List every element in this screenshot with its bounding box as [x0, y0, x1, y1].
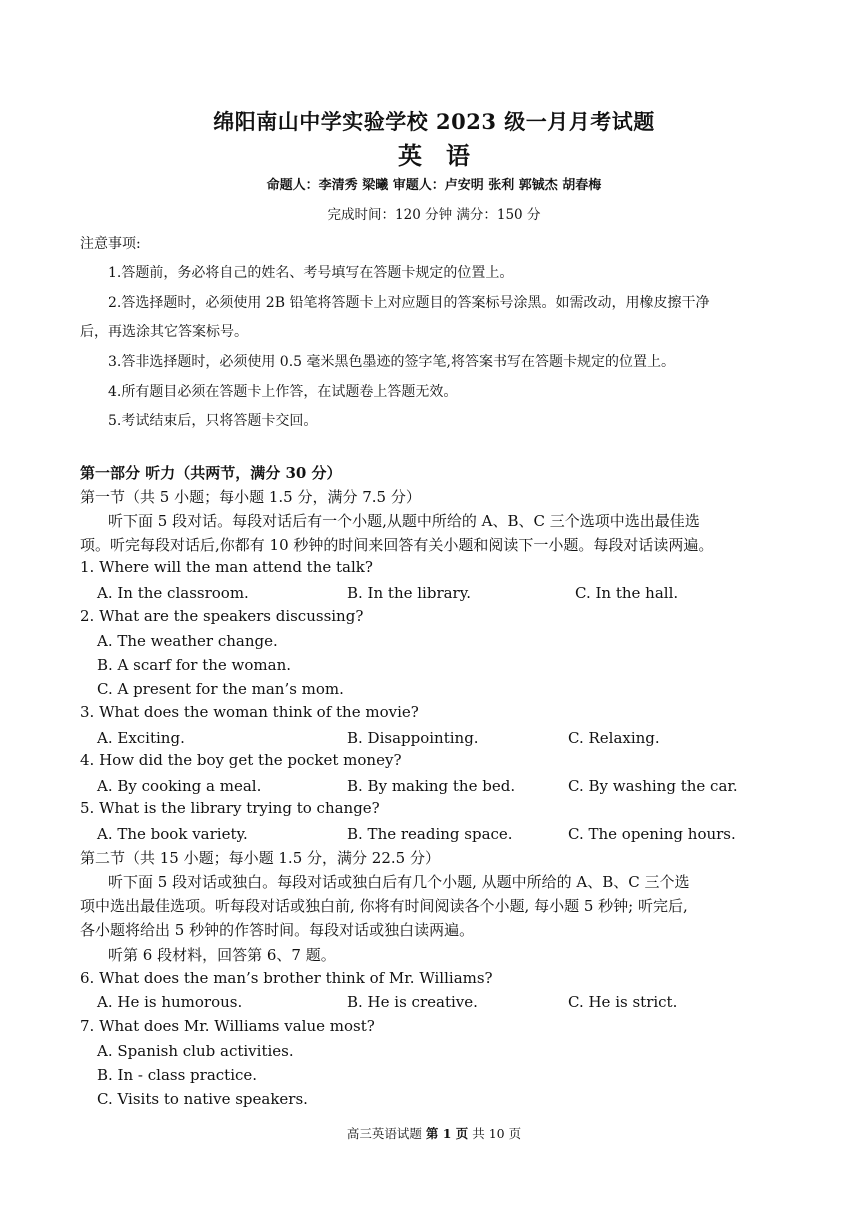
section1-instruction-2: 项。听完每段对话后,你都有 10 秒钟的时间来回答有关小题和阅读下一小题。每段对话读两遍。: [80, 536, 714, 554]
notice-item-2: 2.答选择题时，必须使用 2B 铅笔将答题卡上对应题目的答案标号涂黑。如需改动，用橡皮擦干净: [108, 295, 710, 311]
q5-option-c: C. The opening hours.: [568, 825, 736, 843]
question-3: 3. What does the woman think of the movie?: [80, 703, 419, 721]
notice-item-4: 4.所有题目必须在答题卡上作答，在试题卷上答题无效。: [108, 384, 458, 400]
subject-title: 英 语: [398, 141, 470, 170]
q2-option-c: C. A present for the man’s mom.: [97, 680, 344, 698]
notice-heading: 注意事项:: [80, 236, 141, 252]
notice-item-3: 3.答非选择题时，必须使用 0.5 毫米黑色墨迹的签字笔,将答案书写在答题卡规定的位置上。: [108, 354, 675, 370]
authors-line: 命题人：李清秀 梁曦 审题人：卢安明 张利 郭铖杰 胡春梅: [266, 178, 602, 193]
exam-title: 绵阳南山中学实验学校 2023 级一月月考试题: [213, 109, 655, 134]
notice-item-2-cont: 后，再选涂其它答案标号。: [80, 324, 248, 340]
q4-option-a: A. By cooking a meal.: [97, 777, 262, 795]
q5-option-a: A. The book variety.: [97, 825, 248, 843]
q6-option-c: C. He is strict.: [568, 993, 678, 1011]
question-1: 1. Where will the man attend the talk?: [80, 558, 373, 576]
question-5: 5. What is the library trying to change?: [80, 799, 380, 817]
footer-page-number: 第 1 页: [425, 1126, 469, 1141]
q1-option-a: A. In the classroom.: [97, 584, 249, 602]
part1-heading: 第一部分 听力（共两节，满分 30 分）: [80, 464, 342, 482]
footer-prefix: 高三英语试题: [346, 1126, 426, 1141]
q3-option-c: C. Relaxing.: [568, 729, 660, 747]
q1-option-b: B. In the library.: [347, 584, 471, 602]
section1-heading: 第一节（共 5 小题；每小题 1.5 分，满分 7.5 分）: [80, 488, 421, 506]
q3-option-a: A. Exciting.: [97, 729, 185, 747]
question-4: 4. How did the boy get the pocket money?: [80, 751, 402, 769]
section2-instruction-1: 听下面 5 段对话或独白。每段对话或独白后有几个小题, 从题中所给的 A、B、C 三个选: [108, 873, 690, 891]
q7-option-a: A. Spanish club activities.: [97, 1042, 294, 1060]
notice-item-5: 5.考试结束后，只将答题卡交回。: [108, 413, 318, 429]
q5-option-b: B. The reading space.: [347, 825, 513, 843]
timing-line: 完成时间：120 分钟 满分：150 分: [327, 207, 541, 223]
q4-option-b: B. By making the bed.: [347, 777, 516, 795]
q2-option-a: A. The weather change.: [97, 632, 278, 650]
q2-option-b: B. A scarf for the woman.: [97, 656, 292, 674]
section2-instruction-3: 各小题将给出 5 秒钟的作答时间。每段对话或独白读两遍。: [80, 921, 475, 939]
section1-instruction-1: 听下面 5 段对话。每段对话后有一个小题,从题中所给的 A、B、C 三个选项中选出最佳选: [108, 512, 700, 530]
section2-heading: 第二节（共 15 小题；每小题 1.5 分，满分 22.5 分）: [80, 849, 440, 867]
q3-option-b: B. Disappointing.: [347, 729, 479, 747]
question-2: 2. What are the speakers discussing?: [80, 607, 364, 625]
material-6-note: 听第 6 段材料，回答第 6、7 题。: [108, 946, 336, 964]
q7-option-c: C. Visits to native speakers.: [97, 1090, 308, 1108]
section2-instruction-2: 项中选出最佳选项。听每段对话或独白前, 你将有时间阅读各个小题, 每小题 5 秒钟; 听完后,: [80, 897, 688, 915]
question-6: 6. What does the man’s brother think of Mr. Williams?: [80, 969, 493, 987]
q6-option-a: A. He is humorous.: [97, 993, 243, 1011]
q4-option-c: C. By washing the car.: [568, 777, 738, 795]
footer-total-pages: 共 10 页: [468, 1126, 522, 1141]
q1-option-c: C. In the hall.: [575, 584, 679, 602]
q6-option-b: B. He is creative.: [347, 993, 478, 1011]
notice-item-1: 1.答题前，务必将自己的姓名、考号填写在答题卡规定的位置上。: [108, 265, 514, 281]
page-footer: [0, 1124, 868, 1142]
q7-option-b: B. In - class practice.: [97, 1066, 258, 1084]
question-7: 7. What does Mr. Williams value most?: [80, 1017, 375, 1035]
